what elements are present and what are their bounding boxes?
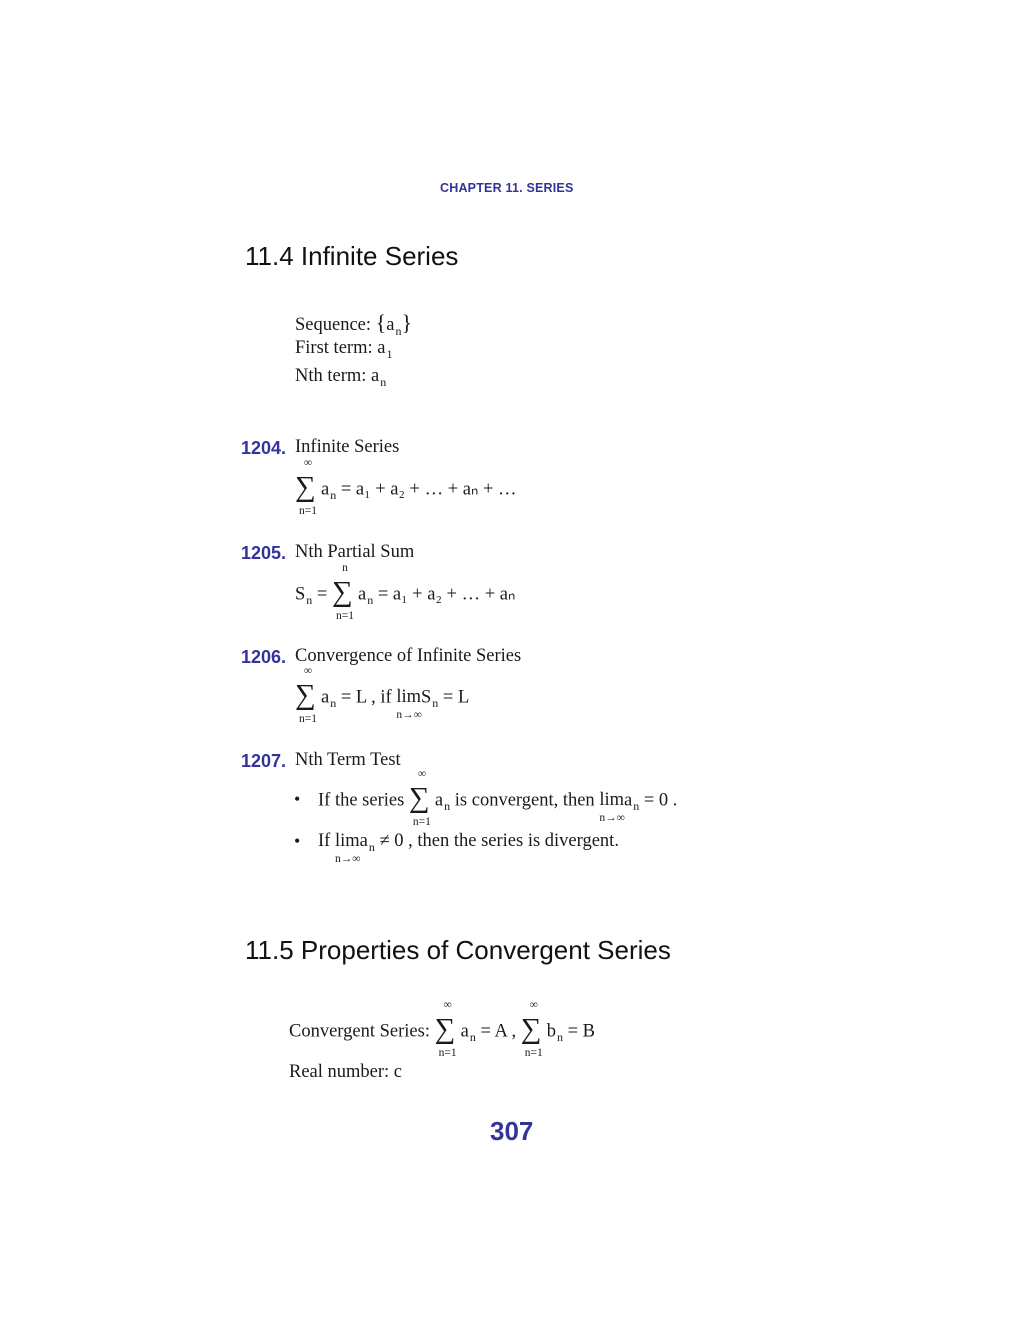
summation-icon: ∞ ∑ n=1 bbox=[435, 1020, 461, 1044]
first-term-symbol: a bbox=[377, 338, 386, 358]
sequence-subscript: n bbox=[395, 324, 402, 338]
formula-title-1205: Nth Partial Sum bbox=[295, 542, 415, 562]
limit-argument: S bbox=[421, 687, 432, 708]
bullet-2-pre: If bbox=[318, 831, 331, 851]
limit-operator bbox=[396, 687, 422, 722]
summation-icon: ∞ ∑ n=1 bbox=[521, 1020, 547, 1044]
bullet-1-post: is convergent, then bbox=[454, 790, 595, 811]
formula-title-1204: Infinite Series bbox=[295, 437, 400, 457]
convergent-series-label: Convergent Series: bbox=[289, 1021, 430, 1042]
limit-subscript: n→∞ bbox=[396, 709, 422, 722]
real-number-definition: Real number: c bbox=[289, 1062, 403, 1082]
limit-label: lim bbox=[334, 831, 360, 851]
definition-label: Sequence: bbox=[295, 315, 372, 335]
summation-icon: ∞ ∑ n=1 bbox=[295, 686, 321, 710]
sum-upper-limit: ∞ bbox=[417, 768, 427, 780]
formula-number-1207: 1207. bbox=[241, 751, 287, 771]
first-term-subscript: 1 bbox=[386, 347, 393, 361]
sum-lower-limit: n=1 bbox=[524, 1047, 543, 1059]
bullet-2-end: ≠ 0 , then the series is divergent. bbox=[379, 831, 619, 851]
sum-lower-limit: n=1 bbox=[335, 610, 354, 622]
nth-term-test-bullet-1: If the series ∞ ∑ n=1 $a_n$ is convergent, then lim n→∞ $a_n = 0$ . bbox=[318, 768, 678, 828]
definition-nth-term bbox=[295, 366, 386, 387]
summation-icon: ∞ ∑ n=1 bbox=[409, 789, 435, 813]
limit-argument-subscript: n bbox=[432, 696, 439, 711]
chapter-header: CHAPTER 11. SERIES bbox=[440, 181, 574, 195]
sequence-symbol: a bbox=[386, 315, 395, 335]
sum-upper-limit: ∞ bbox=[303, 665, 313, 677]
limit-subscript: n→∞ bbox=[599, 812, 625, 825]
formula-1206-expression: ∞ ∑ n=1 $a_n = L$ , if lim n→∞ $S_n = L$ bbox=[295, 665, 470, 725]
bullet-icon: • bbox=[294, 789, 301, 809]
definition-label: First term: bbox=[295, 338, 373, 358]
nth-term-symbol: a bbox=[371, 366, 380, 386]
sum-lower-limit: n=1 bbox=[299, 713, 317, 725]
sum-upper-limit: ∞ bbox=[529, 999, 538, 1011]
series-a-rhs: = A , bbox=[480, 1021, 517, 1042]
formula-1205-rhs: = a₁ + a₂ + … + aₙ bbox=[377, 584, 516, 605]
limit-label: lim bbox=[396, 687, 421, 708]
bullet-1-end: = 0 . bbox=[643, 790, 678, 811]
limit-operator bbox=[599, 790, 625, 825]
sum-lower-limit: n=1 bbox=[299, 505, 317, 517]
nth-term-subscript: n bbox=[380, 375, 387, 389]
bullet-1-pre: If the series bbox=[318, 790, 405, 811]
sum-upper-limit: n bbox=[342, 562, 348, 574]
limit-operator bbox=[334, 831, 361, 865]
series-b-rhs: = B bbox=[567, 1021, 595, 1042]
formula-1206-mid: = L , if bbox=[340, 687, 392, 708]
page-number: 307 bbox=[490, 1116, 534, 1146]
partial-sum-subscript: n bbox=[306, 593, 313, 608]
formula-1205-expression: $S_n$ = n ∑ n=1 $a_n = a_1 + a_2$ + … + aₙ bbox=[295, 562, 516, 622]
sum-lower-limit: n=1 bbox=[438, 1047, 457, 1059]
limit-subscript: n→∞ bbox=[334, 853, 361, 865]
partial-sum-symbol: S bbox=[295, 584, 306, 605]
formula-1204-expression: ∞ ∑ n=1 $a_n = a_1 + a_2$ + … + aₙ + … bbox=[295, 457, 517, 517]
convergent-series-definition: Convergent Series: ∞ ∑ n=1 $a_n = A$ , ∞ ∑ n=1 $b_n = B$ bbox=[289, 999, 595, 1059]
section-title-11-5: 11.5 Properties of Convergent Series bbox=[245, 935, 671, 965]
definition-label: Nth term: bbox=[295, 366, 367, 386]
sum-upper-limit: ∞ bbox=[443, 999, 452, 1011]
nth-term-test-bullet-2: If lim n→∞ $a_n \ne 0$ , then the series is divergent. bbox=[318, 831, 619, 865]
sum-lower-limit: n=1 bbox=[412, 816, 431, 828]
left-brace: { bbox=[375, 310, 387, 335]
definition-first-term bbox=[295, 338, 392, 359]
formula-number-1204: 1204. bbox=[241, 438, 287, 458]
formula-number-1205: 1205. bbox=[241, 543, 287, 563]
section-title-11-4: 11.4 Infinite Series bbox=[245, 241, 459, 271]
formula-1204-rhs: = a₁ + a₂ + … + aₙ + … bbox=[340, 479, 517, 500]
limit-label: lim bbox=[599, 790, 624, 811]
sum-upper-limit: ∞ bbox=[303, 457, 313, 469]
definition-sequence bbox=[295, 310, 412, 336]
summation-icon: n ∑ n=1 bbox=[332, 583, 358, 607]
formula-title-1207: Nth Term Test bbox=[295, 750, 401, 770]
formula-1206-end: = L bbox=[442, 687, 470, 708]
right-brace: } bbox=[401, 310, 412, 335]
bullet-icon: • bbox=[294, 831, 301, 851]
summation-icon: ∞ ∑ n=1 bbox=[295, 478, 321, 502]
formula-title-1206: Convergence of Infinite Series bbox=[295, 646, 522, 666]
formula-number-1206: 1206. bbox=[241, 647, 287, 667]
